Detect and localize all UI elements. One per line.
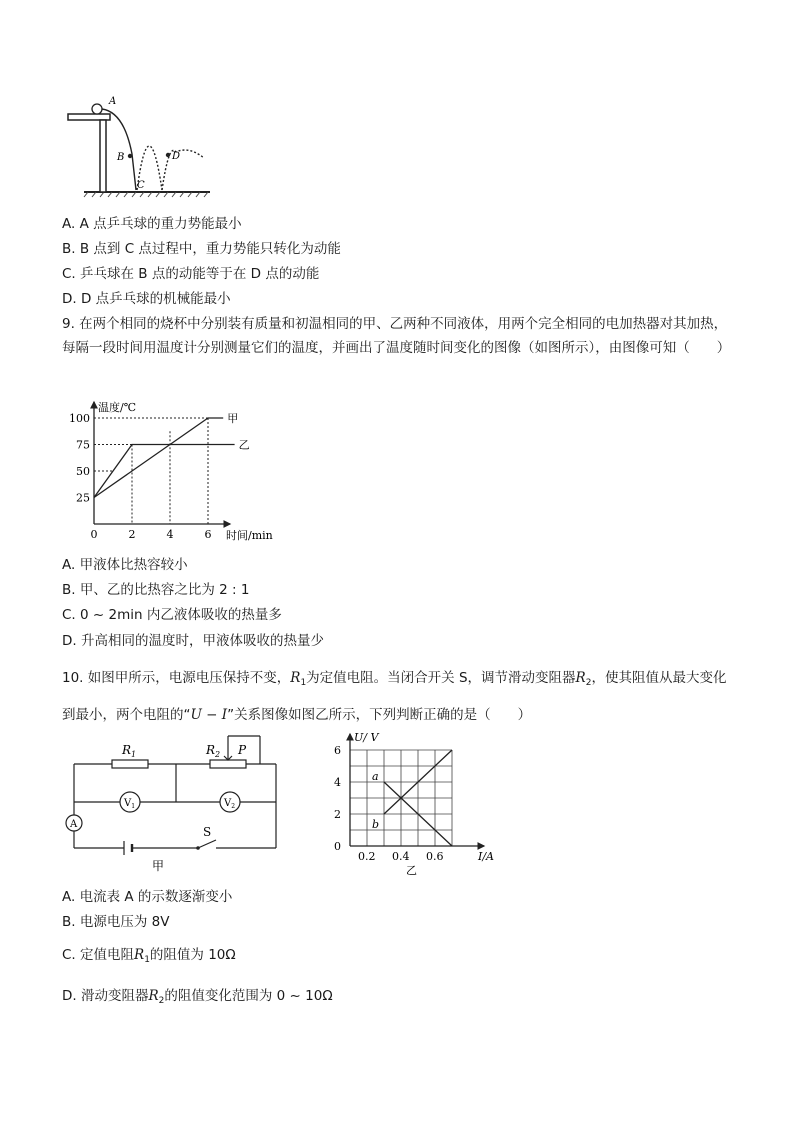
x-tick-0-4: 0.4 [392, 850, 410, 863]
y-axis-label: 温度/℃ [98, 401, 137, 414]
x-tick-4: 4 [166, 528, 174, 541]
resistor-r1 [112, 760, 148, 768]
q10-option-c-r: R [134, 947, 145, 963]
q9-option-d: D. 升高相同的温度时，甲液体吸收的热量少 [62, 633, 324, 649]
q10-option-d-b: 的阻值变化范围为 0 ~ 10Ω [164, 988, 333, 1004]
temperature-chart [60, 396, 300, 546]
q10-r1: R [290, 670, 301, 686]
y-tick-0: 0 [334, 840, 341, 853]
ui-graph-caption: 乙 [406, 864, 417, 877]
q9-option-c: C. 0 ~ 2min 内乙液体吸收的热量多 [62, 607, 282, 623]
x-tick-0-2: 0.2 [358, 850, 376, 863]
q10-r2: R [575, 670, 586, 686]
v1-label: $V_1$ [124, 798, 136, 810]
v2-label: $V_2$ [224, 798, 236, 810]
series-label-0: 甲 [227, 412, 239, 425]
q10-stem-a: 10. 如图甲所示，电源电压保持不变， [62, 670, 291, 686]
q8-option-a: A. A 点乒乓球的重力势能最小 [62, 216, 242, 232]
q10-stem-d: ”关系图像如图乙所示，下列判断正确的是（ ） [227, 707, 532, 723]
series-label-1: 乙 [238, 438, 250, 452]
q10-option-c-a: C. 定值电阻 [62, 947, 135, 963]
switch-lever [198, 840, 216, 848]
series-line-1 [94, 445, 235, 498]
ammeter-label: A [70, 819, 78, 830]
label-a: A [109, 96, 117, 107]
resistor-r2 [210, 760, 246, 768]
q8-option-d: D. D 点乒乓球的机械能最小 [62, 291, 231, 307]
q10-option-a: A. 电流表 A 的示数逐渐变小 [62, 889, 233, 905]
ui-x-label: I/A [478, 850, 494, 863]
q10-option-c-sub: 1 [144, 955, 150, 965]
x-tick-2: 2 [128, 528, 136, 541]
y-tick-6: 6 [334, 744, 341, 757]
q10-stem [62, 662, 738, 731]
q10-ui: U − I [190, 707, 228, 723]
series-line-0 [94, 418, 223, 498]
point-b [128, 154, 132, 158]
trajectory-solid [102, 109, 136, 190]
y-tick-2: 2 [334, 808, 341, 821]
q10-option-b: B. 电源电压为 8V [62, 914, 170, 930]
q10-option-c-b: 的阻值为 10Ω [149, 947, 236, 963]
q10-option-d-a: D. 滑动变阻器 [62, 988, 149, 1004]
label-c: C [137, 180, 145, 191]
q9-stem: 9. 在两个相同的烧杯中分别装有质量和初温相同的甲、乙两种不同液体，用两个完全相同的电加热器对其加热，每隔一段时间用温度计分别测量它们的温度，并画出了温度随时间变化的图像（如图所示），由图像可知（ ） [62, 316, 731, 356]
x-tick-0-6: 0.6 [426, 850, 444, 863]
q10-option-d-sub: 2 [158, 996, 165, 1006]
q9-option-b: B. 甲、乙的比热容之比为 2 : 1 [62, 582, 250, 598]
pingpong-figure [64, 94, 214, 198]
line-b-label: b [372, 818, 380, 831]
ui-graph-figure [326, 728, 506, 878]
r1-label: $R_1$ [122, 743, 137, 759]
r2-label: $R_2$ [206, 743, 221, 759]
line-a-label: a [372, 770, 379, 783]
ball [92, 104, 102, 114]
q10-option-c [62, 946, 236, 969]
q10-r1-sub: 1 [300, 678, 307, 688]
y-tick-25: 25 [76, 491, 90, 505]
q10-option-d-r: R [148, 988, 159, 1004]
y-tick-50: 50 [76, 465, 90, 478]
x-tick-0: 0 [90, 528, 98, 541]
temperature-chart-svg [60, 396, 300, 546]
label-b: B [117, 152, 125, 163]
y-tick-75: 75 [76, 438, 90, 452]
circuit-caption: 甲 [152, 859, 165, 873]
pingpong-svg [64, 94, 214, 198]
ui-graph-svg [326, 728, 506, 878]
q9-option-a: A. 甲液体比热容较小 [62, 557, 188, 573]
y-tick-4: 4 [334, 776, 341, 789]
x-axis-label: 时间/min [226, 529, 273, 542]
point-d [166, 153, 170, 157]
table-leg [100, 120, 106, 192]
q10-stem-c: ，使其阻值从最大变化到最小，两个电阻的“ [62, 670, 727, 723]
q10-r2-sub: 2 [585, 678, 592, 688]
q8-option-c: C. 乒乓球在 B 点的动能等于在 D 点的动能 [62, 266, 320, 282]
p-label: P [238, 743, 247, 757]
q10-stem-b: 为定值电阻。当闭合开关 S，调节滑动变阻器 [306, 670, 576, 686]
switch-label: S [203, 825, 212, 839]
ui-y-label: U/ V [354, 731, 379, 744]
circuit-svg [60, 730, 290, 876]
q10-option-d [62, 987, 333, 1010]
q8-option-b: B. B 点到 C 点过程中，重力势能只转化为动能 [62, 241, 341, 257]
table-top [68, 114, 110, 120]
x-tick-6: 6 [204, 528, 212, 541]
label-d: D [172, 151, 181, 162]
y-tick-100: 100 [69, 412, 90, 425]
circuit-figure [60, 730, 290, 876]
